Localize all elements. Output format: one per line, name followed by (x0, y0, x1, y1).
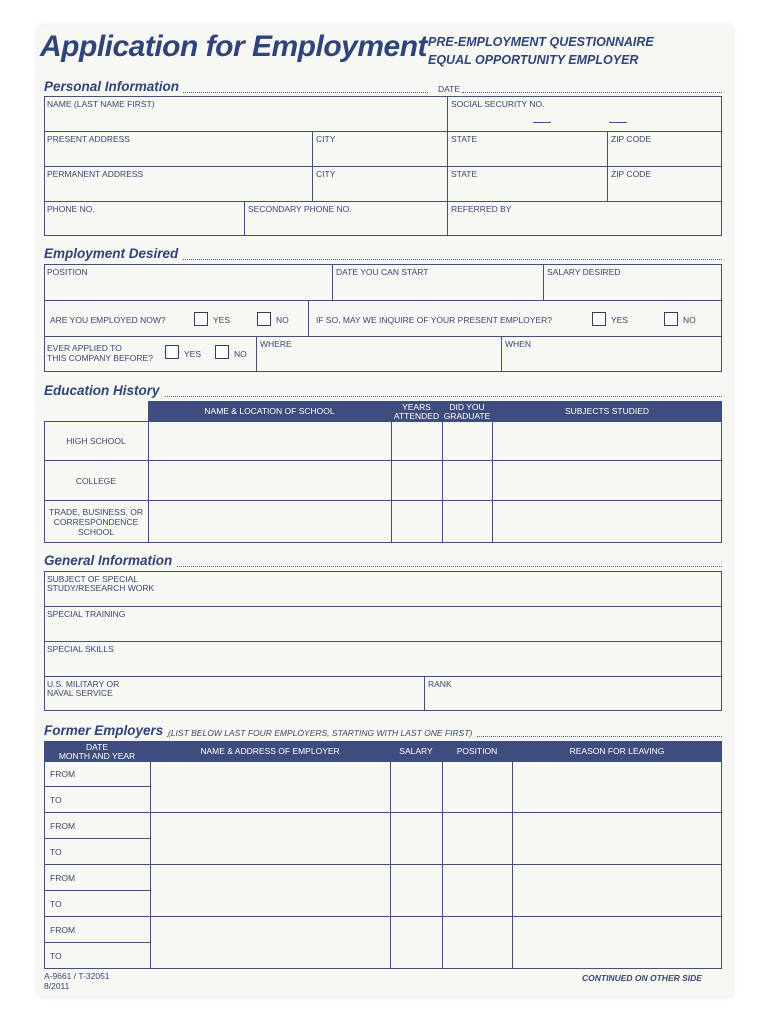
row-trade-3: SCHOOL (78, 527, 114, 537)
row-divider (44, 300, 722, 301)
col-grad-header-2: GRADUATE (443, 411, 491, 421)
phone-label: PHONE NO. (47, 204, 95, 214)
employed-yes-checkbox[interactable] (194, 312, 208, 326)
employed-no-label: NO (276, 315, 289, 325)
half-row-divider (44, 786, 150, 787)
row-divider (44, 864, 722, 865)
col-divider (148, 421, 149, 543)
form-title: Application for Employment (40, 30, 428, 63)
row-divider (44, 131, 722, 132)
row-divider (44, 201, 722, 202)
col-position-header: POSITION (456, 746, 498, 756)
inquire-label: IF SO, MAY WE INQUIRE OF YOUR PRESENT EMPLOYER? (316, 315, 552, 325)
employer-4-to: TO (50, 951, 62, 961)
present-address-label: PRESENT ADDRESS (47, 134, 130, 144)
applied-no-checkbox[interactable] (215, 345, 229, 359)
form-date: 8/2011 (44, 981, 70, 991)
row-college: COLLEGE (75, 476, 117, 486)
col-divider (512, 761, 513, 969)
ssn-label: SOCIAL SECURITY NO. (451, 99, 545, 109)
applied-yes-label: YES (184, 349, 202, 359)
col-divider (442, 421, 443, 543)
col-divider (607, 131, 608, 201)
row-divider (44, 460, 722, 461)
secondary-phone-label: SECONDARY PHONE NO. (248, 204, 352, 214)
row-trade-1: TRADE, BUSINESS, OR (49, 507, 143, 517)
employer-3-from: FROM (50, 873, 76, 883)
military-label-2: NAVAL SERVICE (47, 688, 113, 698)
employer-4-from: FROM (50, 925, 76, 935)
col-reason-header: REASON FOR LEAVING (569, 746, 665, 756)
employer-2-from: FROM (50, 821, 76, 831)
col-divider (492, 421, 493, 543)
section-former-employers: Former Employers (44, 723, 167, 738)
form-number: A-9661 / T-32051 (44, 971, 110, 981)
row-trade-2: CORRESPONDENCE (53, 517, 139, 527)
col-divider (424, 676, 425, 711)
col-divider (442, 761, 443, 969)
applied-yes-checkbox[interactable] (165, 345, 179, 359)
inquire-no-checkbox[interactable] (664, 312, 678, 326)
col-years-header-1: YEARS (402, 402, 431, 412)
half-row-divider (44, 942, 150, 943)
city-label: CITY (316, 169, 336, 179)
special-training-label: SPECIAL TRAINING (47, 609, 126, 619)
special-skills-label: SPECIAL SKILLS (47, 644, 114, 654)
employed-now-label: ARE YOU EMPLOYED NOW? (50, 315, 166, 325)
col-divider (447, 96, 448, 236)
row-divider (44, 641, 722, 642)
subtitle-eoe: EQUAL OPPORTUNITY EMPLOYER (428, 53, 639, 67)
col-divider (391, 421, 392, 543)
ssn-dash (533, 122, 551, 123)
row-divider (44, 500, 722, 501)
col-divider (256, 336, 257, 372)
col-years-header-2: ATTENDED (393, 411, 440, 421)
military-label-1: U.S. MILITARY OR (47, 679, 120, 689)
date-start-label: DATE YOU CAN START (336, 267, 429, 277)
state-label: STATE (451, 134, 478, 144)
row-divider (44, 336, 722, 337)
employer-2-to: TO (50, 847, 62, 857)
date-label: DATE (438, 84, 461, 94)
former-employers-note: (LIST BELOW LAST FOUR EMPLOYERS, STARTING WITH LAST ONE FIRST) (168, 728, 476, 738)
col-divider (244, 201, 245, 236)
half-row-divider (44, 890, 150, 891)
col-date-header-1: DATE (85, 742, 109, 752)
col-date-header-2: MONTH AND YEAR (58, 751, 136, 761)
section-personal-info: Personal Information (44, 79, 183, 94)
row-divider (44, 166, 722, 167)
half-row-divider (44, 838, 150, 839)
row-divider (44, 676, 722, 677)
col-divider (390, 761, 391, 969)
col-grad-header-1: DID YOU (449, 402, 485, 412)
referred-by-label: REFERRED BY (451, 204, 512, 214)
applied-before-label-2: THIS COMPANY BEFORE? (47, 353, 153, 363)
special-study-label-2: STUDY/RESEARCH WORK (47, 583, 155, 593)
employed-yes-label: YES (213, 315, 231, 325)
zip-label: ZIP CODE (611, 134, 651, 144)
rank-label: RANK (428, 679, 452, 689)
col-divider (150, 761, 151, 969)
special-study-label-1: SUBJECT OF SPECIAL (47, 574, 139, 584)
inquire-yes-label: YES (611, 315, 629, 325)
inquire-no-label: NO (683, 315, 696, 325)
section-education-history: Education History (44, 383, 164, 398)
row-divider (44, 916, 722, 917)
col-school-header: NAME & LOCATION OF SCHOOL (204, 406, 335, 416)
col-divider (543, 264, 544, 300)
col-salary-header: SALARY (399, 746, 433, 756)
section-employment-desired: Employment Desired (44, 246, 182, 261)
col-employer-header: NAME & ADDRESS OF EMPLOYER (200, 746, 340, 756)
city-label: CITY (316, 134, 336, 144)
col-subjects-header: SUBJECTS STUDIED (564, 406, 650, 416)
employers-table (44, 761, 722, 969)
position-label: POSITION (47, 267, 88, 277)
applied-no-label: NO (234, 349, 247, 359)
col-divider (501, 336, 502, 372)
zip-label: ZIP CODE (611, 169, 651, 179)
employer-3-to: TO (50, 899, 62, 909)
name-label: NAME (LAST NAME FIRST) (47, 99, 155, 109)
inquire-yes-checkbox[interactable] (592, 312, 606, 326)
employer-1-from: FROM (50, 769, 76, 779)
state-label: STATE (451, 169, 478, 179)
salary-desired-label: SALARY DESIRED (547, 267, 621, 277)
col-divider (332, 264, 333, 300)
permanent-address-label: PERMANENT ADDRESS (47, 169, 144, 179)
where-label: WHERE (260, 339, 292, 349)
continued-note: CONTINUED ON OTHER SIDE (582, 973, 702, 983)
section-general-info: General Information (44, 553, 176, 568)
date-line[interactable] (462, 92, 722, 93)
when-label: WHEN (505, 339, 531, 349)
col-divider (312, 131, 313, 201)
row-divider (44, 606, 722, 607)
applied-before-label-1: EVER APPLIED TO (47, 343, 122, 353)
col-divider (308, 300, 309, 336)
row-divider (44, 812, 722, 813)
row-high-school: HIGH SCHOOL (66, 436, 126, 446)
ssn-dash (609, 122, 627, 123)
employer-1-to: TO (50, 795, 62, 805)
employed-no-checkbox[interactable] (257, 312, 271, 326)
subtitle-questionnaire: PRE-EMPLOYMENT QUESTIONNAIRE (428, 35, 654, 49)
